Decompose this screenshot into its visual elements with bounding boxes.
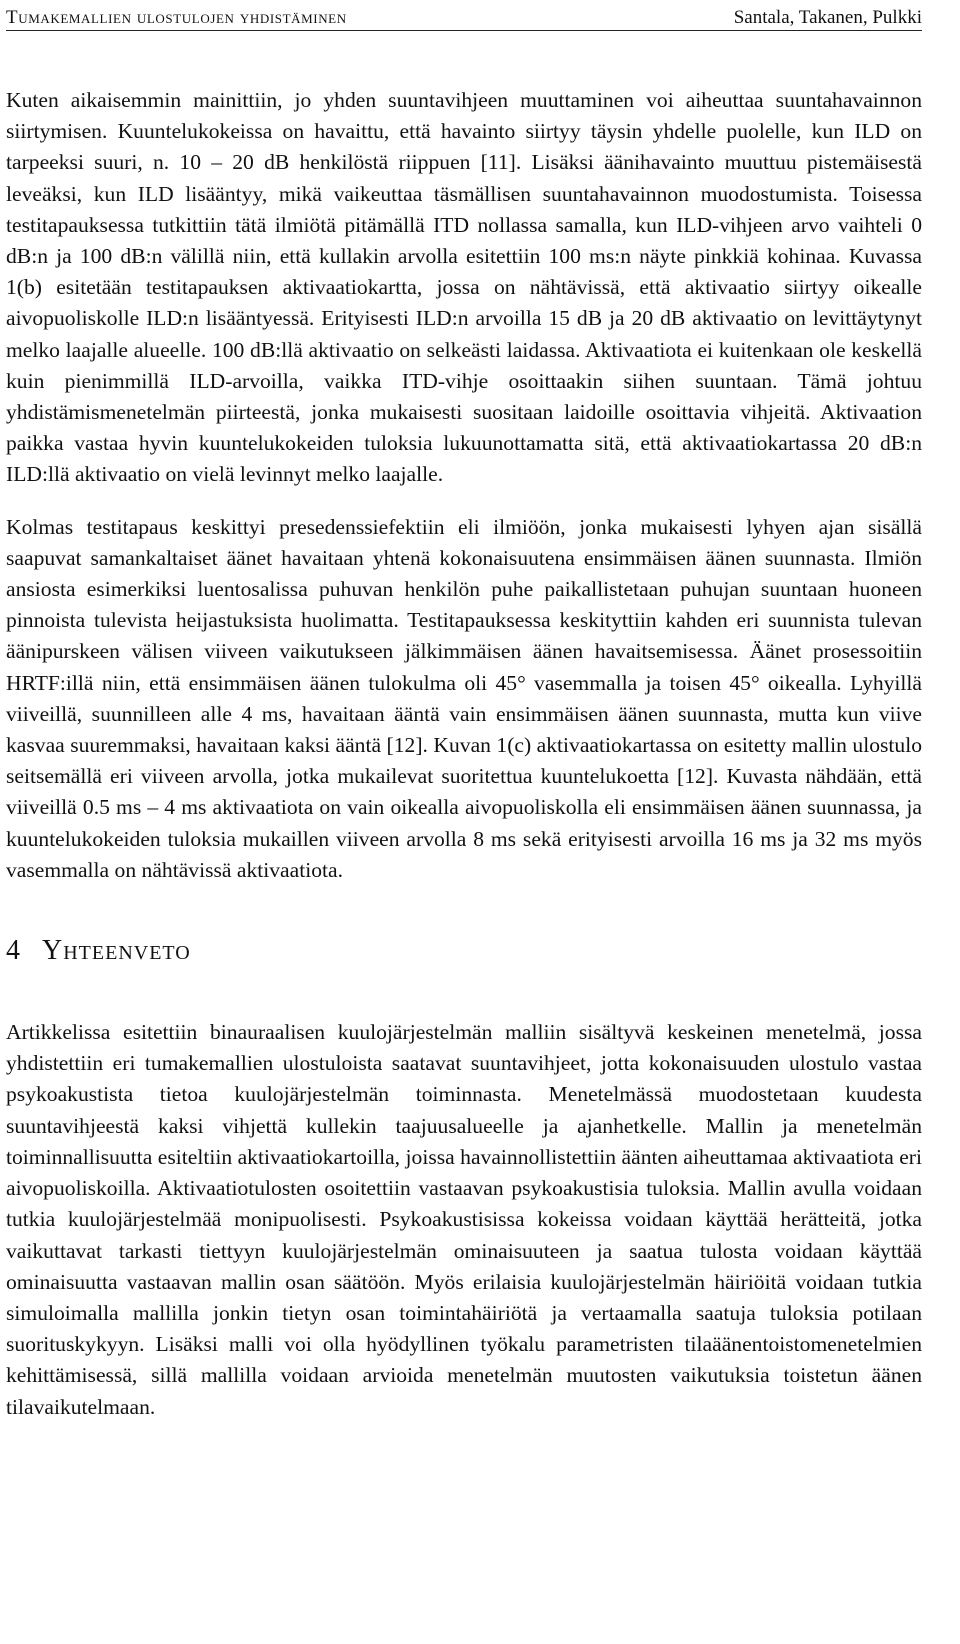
body-paragraph-summary: Artikkelissa esitettiin binauraalisen kuulojärjestelmän malliin sisältyvä keskeinen menetelmä, jossa yhdistettiin eri tumakemallien ulostuloista saatavat suuntavihjeet, jotta kokonaisuuden ulostulo vastaa psykoakustista tietoa kuulojärjestelmän toiminnasta. Menetelmässä muodostetaan kuudesta suuntavihjeestä kaksi vihjettä kullekin taajuusalueelle ja ajanhetkelle. Mallin ja menetelmän toiminnallisuutta esiteltiin aktivaatiokartoilla, joissa havainnollistettiin äänten aiheuttamaa aktivaatiota eri aivopuoliskoilla. Aktivaatiotulosten osoitettiin vastaavan psykoakustisia tuloksia. Mallin avulla voidaan tutkia kuulojärjestelmää monipuolisesti. Psykoakustisissa kokeissa voidaan käyttää herätteitä, jotka vaikuttavat tarkasti tiettyyn kuulojärjestelmän ominaisuuteen ja saatua tulosta voidaan käyttää ominaisuutta vastaavan mallin osan säätöön. Myös erilaisia kuulojärjestelmän häiriöitä voidaan tutkia simuloimalla mallilla jonkin tietyn osan toimintahäiriötä ja vertaamalla saatuja tuloksia potilaan suorituskykyyn. Lisäksi malli voi olla hyödyllinen työkalu parametristen tilaäänentoistomenetelmien kehittämisessä, sillä mallilla voidaan arvioida menetelmän muutosten vaikutuksia toistetun äänen tilavaikutelmaan.: [6, 1020, 922, 1419]
body-paragraph-precedence: Kolmas testitapaus keskittyi presedenssiefektiin eli ilmiöön, jonka mukaisesti lyhyen ajan sisällä saapuvat samankaltaiset äänet havaitaan yhtenä kokonaisuutena ensimmäisen äänen suunnasta. Ilmiön ansiosta esimerkiksi luentosalissa puhuvan henkilön puhe paikallistetaan puhujan suuntaan huoneen pinnoista tulevista heijastuksista huolimatta. Testitapauksessa keskityttiin kahden eri suunnista tulevan äänipurskeen välisen viiveen vaikutukseen jälkimmäisen äänen havaitsemisessa. Äänet prosessoitiin HRTF:illä niin, että ensimmäisen äänen tulokulma oli 45° vasemmalla ja toisen 45° oikealla. Lyhyillä viiveillä, suunnilleen alle 4 ms, havaitaan ääntä vain ensimmäisen äänen suunnasta, mutta kun viive kasvaa suuremmaksi, havaitaan kaksi ääntä [12]. Kuvan 1(c) aktivaatiokartassa on esitetty mallin ulostulo seitsemällä eri viiveen arvolla, jotka mukailevat suoritettua kuuntelukoetta [12]. Kuvasta nähdään, että viiveillä 0.5 ms – 4 ms aktivaatiota on vain oikealla aivopuoliskolla eli ensimmäisen äänen suunnassa, ja kuuntelukokeiden tuloksia mukaillen viiveen arvolla 8 ms sekä erityisesti arvoilla 16 ms ja 32 ms myös vasemmalla on nähtävissä aktivaatiota.: [6, 514, 922, 882]
section-title: Yhteenveto: [42, 935, 191, 967]
section-heading: [6, 935, 922, 967]
page-content: [6, 85, 922, 1423]
body-paragraph-ild: Kuten aikaisemmin mainittiin, jo yhden suuntavihjeen muuttaminen voi aiheuttaa suuntahavainnon siirtymisen. Kuuntelukokeissa on havaittu, että havainto siirtyy täysin yhdelle puolelle, kun ILD on tarpeeksi suuri, n. 10 – 20 dB henkilöstä riippuen [11]. Lisäksi äänihavainto muuttuu pistemäisestä leveäksi, kun ILD lisääntyy, mikä vaikeuttaa täsmällisen suuntahavainnon muodostumista. Toisessa testitapauksessa tutkittiin tätä ilmiötä pitämällä ITD nollassa samalla, kun ILD-vihjeen arvo vaihteli 0 dB:n ja 100 dB:n välillä niin, että kullakin arvolla esitettiin 100 ms:n näyte pinkkiä kohinaa. Kuvassa 1(b) esitetään testitapauksen aktivaatiokartta, jossa on nähtävissä, että aktivaatio siirtyy oikealle aivopuoliskolle ILD:n lisääntyessä. Erityisesti ILD:n arvoilla 15 dB ja 20 dB aktivaatio on levittäytynyt melko laajalle alueelle. 100 dB:llä aktivaatio on selkeästi laidassa. Aktivaatiota ei kuitenkaan ole keskellä kuin pienimmillä ILD-arvoilla, vaikka ITD-vihje osoittaakin siihen suuntaan. Tämä johtuu yhdistämismenetelmän piirteestä, jonka mukaisesti suositaan laidoille osoittavia vihjeitä. Aktivaation paikka vastaa hyvin kuuntelukokeiden tuloksia lukuunottamatta sitä, että aktivaatiokartassa 20 dB:n ILD:llä aktivaatio on vielä levinnyt melko laajalle.: [6, 88, 922, 487]
running-header-title: Tumakemallien ulostulojen yhdistäminen: [6, 7, 347, 28]
running-header: [6, 0, 922, 31]
running-header-authors: Santala, Takanen, Pulkki: [733, 7, 922, 28]
section-number: 4: [6, 935, 20, 967]
